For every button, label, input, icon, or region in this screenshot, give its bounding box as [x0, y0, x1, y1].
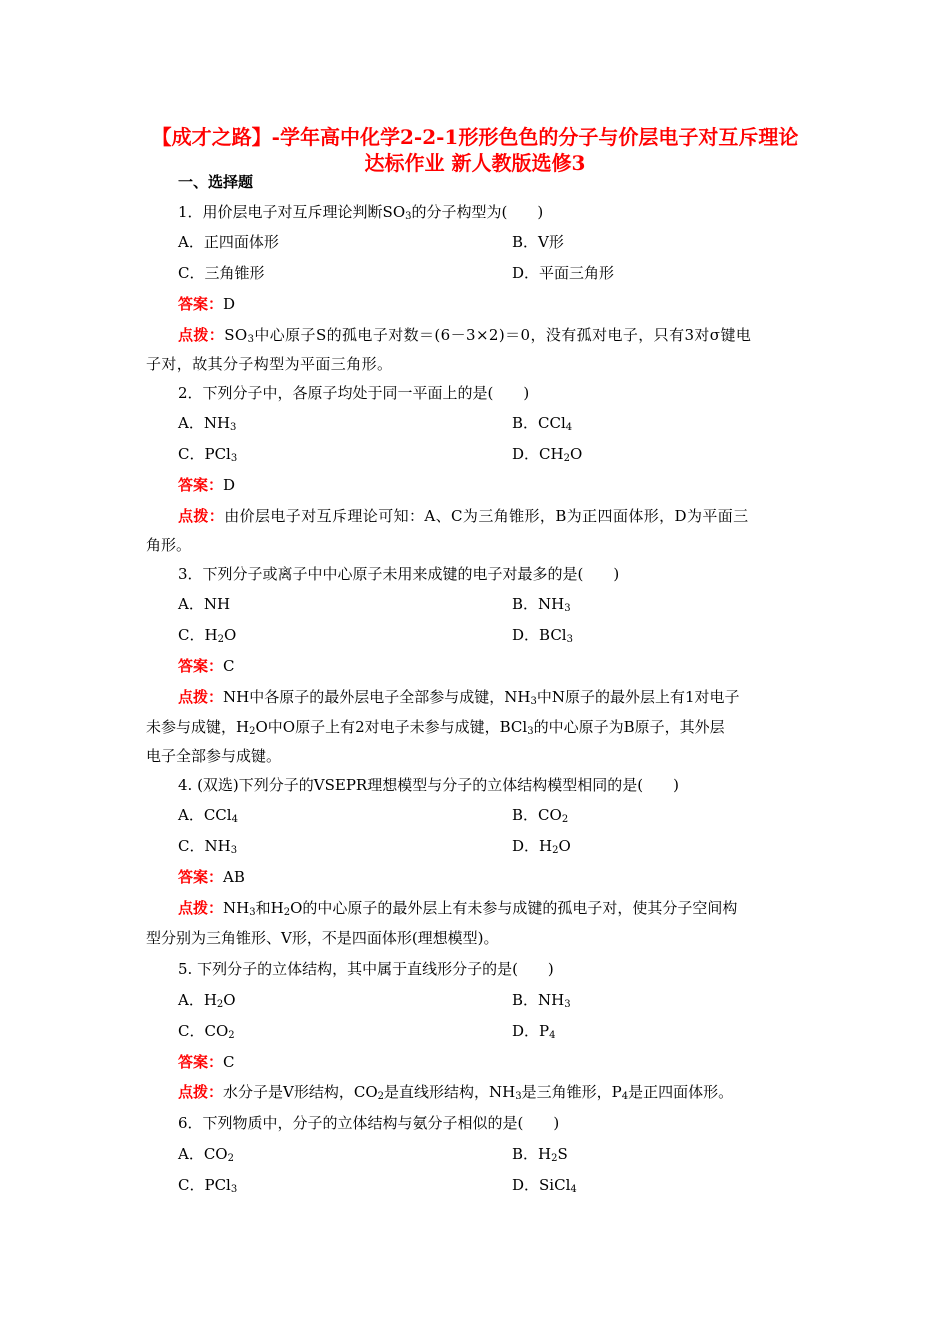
- question-1-option-a: A．正四面体形: [178, 233, 279, 251]
- document-title-line-2: 达标作业 新人教版选修3: [364, 151, 586, 175]
- question-1-tip-line-1: 点拨：$SO_3$中心原子S的孤电子对数＝(6－3×2)＝0，没有孤对电子，只有3对σ键电: [178, 326, 752, 345]
- tip-label: 点拨：: [178, 899, 224, 917]
- question-2-answer: 答案：D: [178, 476, 236, 494]
- question-2-option-c: C．PCl$_3$: [178, 445, 238, 464]
- question-4-stem: 4. (双选)下列分子的VSEPR理想模型与分子的立体结构模型相同的是( ): [178, 776, 679, 794]
- question-2-tip-line-2: 角形。: [146, 536, 192, 554]
- question-4-option-a: A．CCl$_4$: [178, 806, 238, 825]
- question-1-option-d: D．平面三角形: [512, 264, 615, 282]
- question-4-tip-line-1: 点拨：$NH_3$和$H_2O$的中心原子的最外层上有未参与成键的孤电子对，使其分子空间构: [178, 899, 738, 918]
- answer-label: 答案：: [178, 868, 224, 886]
- question-3-answer: 答案：C: [178, 657, 235, 675]
- question-1-option-b: B．V形: [512, 233, 564, 251]
- question-3-tip-line-2: 未参与成键，$H_2O$中O原子上有2对电子未参与成键，BCl$_3$的中心原子为B原子，其外层: [146, 718, 725, 737]
- question-1-option-c: C．三角锥形: [178, 264, 265, 282]
- question-3-tip-line-3: 电子全部参与成键。: [146, 747, 282, 765]
- question-2-option-a: A．$NH_3$: [178, 414, 237, 433]
- question-1-answer: 答案：D: [178, 295, 236, 313]
- question-5-tip-line-1: 点拨：水分子是V形结构，$CO_2$是直线形结构，$NH_3$是三角锥形，$P_4$是正四面体形。: [178, 1083, 734, 1102]
- question-4-option-d: D．$H_2O$: [512, 837, 571, 856]
- question-4-answer: 答案：AB: [178, 868, 245, 886]
- answer-label: 答案：: [178, 1053, 224, 1071]
- question-5-option-b: B．$NH_3$: [512, 991, 571, 1010]
- question-5-option-d: D．$P_4$: [512, 1022, 556, 1041]
- question-2-option-d: D．$CH_2O$: [512, 445, 583, 464]
- question-2-stem: 2．下列分子中，各原子均处于同一平面上的是( ): [178, 384, 530, 402]
- question-6-option-c: C．PCl$_3$: [178, 1176, 238, 1195]
- document-title-line-1: 【成才之路】-学年高中化学2-2-1形形色色的分子与价层电子对互斥理论: [151, 125, 799, 149]
- question-1-stem: 1．用价层电子对互斥理论判断$SO_3$的分子构型为( ): [178, 203, 544, 222]
- question-2-option-b: B．CCl$_4$: [512, 414, 573, 433]
- answer-label: 答案：: [178, 476, 224, 494]
- tip-label: 点拨：: [178, 507, 225, 525]
- question-2-tip-line-1: 点拨：由价层电子对互斥理论可知：A、C为三角锥形，B为正四面体形，D为平面三: [178, 507, 749, 525]
- question-6-option-d: D．SiCl$_4$: [512, 1176, 577, 1195]
- question-4-tip-line-2: 型分别为三角锥形、V形，不是四面体形(理想模型)。: [146, 929, 499, 947]
- tip-label: 点拨：: [178, 326, 225, 344]
- question-6-option-a: A．$CO_2$: [178, 1145, 234, 1164]
- question-5-answer: 答案：C: [178, 1053, 235, 1071]
- question-4-option-b: B．$CO_2$: [512, 806, 569, 825]
- question-6-option-b: B．$H_2S$: [512, 1145, 568, 1164]
- question-3-option-d: D．BCl$_3$: [512, 626, 573, 645]
- tip-label: 点拨：: [178, 688, 224, 706]
- question-1-tip-line-2: 子对，故其分子构型为平面三角形。: [146, 355, 393, 373]
- question-4-option-c: C．$NH_3$: [178, 837, 238, 856]
- tip-label: 点拨：: [178, 1083, 224, 1101]
- question-3-tip-line-1: 点拨：NH中各原子的最外层电子全部参与成键，$NH_3$中N原子的最外层上有1对电子: [178, 688, 740, 707]
- question-5-stem: 5. 下列分子的立体结构，其中属于直线形分子的是( ): [178, 960, 554, 978]
- question-5-option-a: A．$H_2O$: [178, 991, 236, 1010]
- section-heading: 一、选择题: [178, 173, 254, 191]
- question-3-stem: 3．下列分子或离子中中心原子未用来成键的电子对最多的是( ): [178, 565, 620, 583]
- question-3-option-a: A．NH: [178, 595, 231, 613]
- question-6-stem: 6．下列物质中，分子的立体结构与氨分子相似的是( ): [178, 1114, 560, 1132]
- answer-label: 答案：: [178, 295, 224, 313]
- answer-label: 答案：: [178, 657, 224, 675]
- question-3-option-b: B．$NH_3$: [512, 595, 571, 614]
- question-3-option-c: C．$H_2O$: [178, 626, 237, 645]
- question-5-option-c: C．$CO_2$: [178, 1022, 235, 1041]
